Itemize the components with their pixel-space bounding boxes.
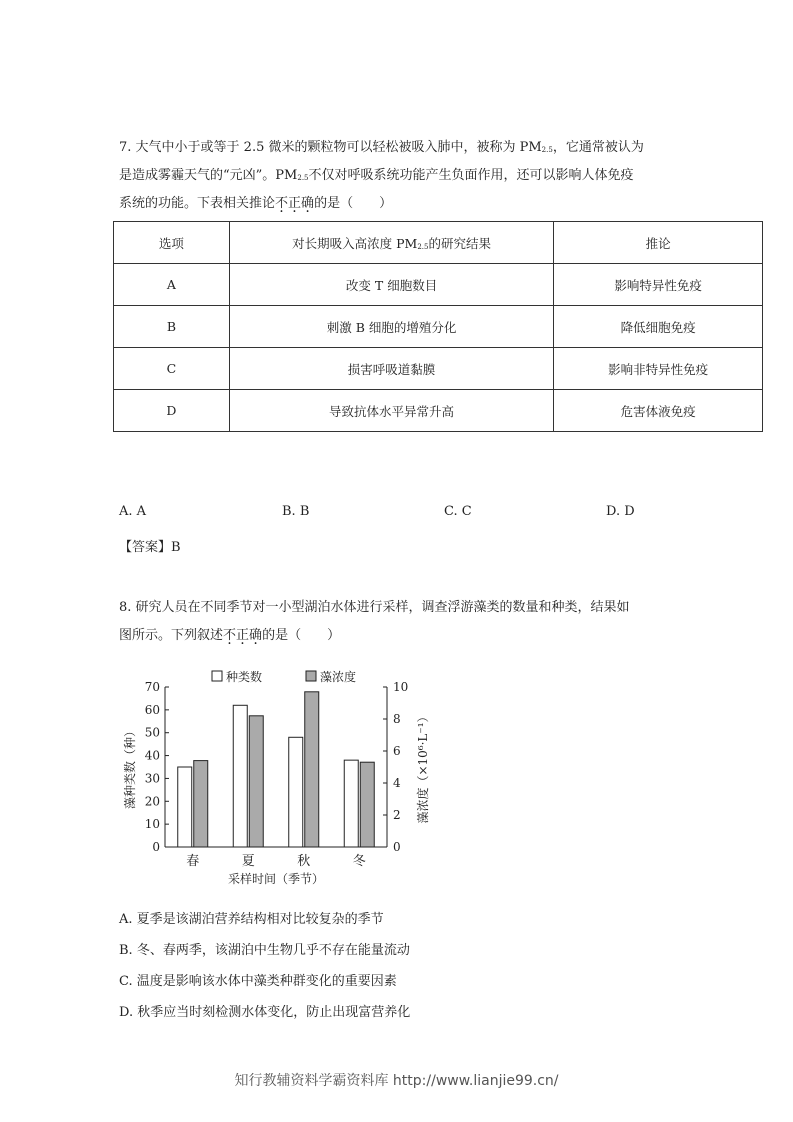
bar-algae-concentration — [249, 716, 263, 847]
q8-choice-a[interactable]: A. 夏季是该湖泊营养结构相对比较复杂的季节 — [119, 912, 384, 927]
bar-species-count — [233, 705, 247, 847]
header-inference: 推论 — [554, 222, 763, 264]
legend-swatch-species — [212, 671, 222, 681]
left-tick-label: 60 — [144, 702, 160, 717]
q7-line-3: 系统的功能。下表相关推论不正确的是（ ） — [119, 196, 393, 211]
left-tick-label: 30 — [144, 771, 160, 786]
left-tick-label: 40 — [144, 748, 160, 763]
table-header-row — [114, 222, 763, 264]
row-inference: 影响非特异性免疫 — [554, 348, 763, 390]
row-option: C — [114, 348, 230, 390]
bar-species-count — [344, 760, 358, 847]
right-tick-label: 8 — [393, 712, 401, 726]
bar-algae-concentration — [305, 692, 319, 847]
row-result: 导致抗体水平异常升高 — [229, 390, 554, 432]
right-tick-label: 10 — [393, 680, 409, 694]
legend-label-concentration: 藻浓度 — [320, 670, 357, 684]
row-inference: 影响特异性免疫 — [554, 264, 763, 306]
row-option: A — [114, 264, 230, 306]
q8-bar-chart — [120, 665, 430, 895]
right-tick-label: 4 — [393, 776, 401, 790]
left-tick-label: 70 — [144, 680, 160, 694]
right-tick-label: 2 — [393, 808, 401, 822]
x-tick-label: 冬 — [352, 854, 366, 869]
header-result: 对长期吸入高浓度 $PM_{2.5}$的研究结果 — [229, 222, 554, 264]
table-row — [114, 348, 763, 390]
x-axis-label: 采样时间（季节） — [227, 872, 325, 886]
q7-table — [113, 221, 763, 432]
q8-choice-b[interactable]: B. 冬、春两季，该湖泊中生物几乎不存在能量流动 — [119, 943, 410, 958]
y-axis-label-left: 藻种类数（种） — [123, 724, 137, 810]
q7-line-2: 是造成雾霾天气的“元凶”。$PM_{2.5}$不仅对呼吸系统功能产生负面作用，还可以影响人体免疫 — [119, 168, 634, 183]
q7-answer: 【答案】B — [119, 540, 181, 555]
legend-swatch-concentration — [306, 671, 316, 681]
q7-choice-d[interactable]: D. D — [606, 504, 635, 519]
bar-algae-concentration — [194, 761, 208, 847]
q7-choice-c[interactable]: C. C — [444, 504, 472, 519]
right-tick-label: 0 — [393, 840, 401, 854]
row-result: 刺激 B 细胞的增殖分化 — [229, 306, 554, 348]
header-option: 选项 — [114, 222, 230, 264]
table-row — [114, 306, 763, 348]
q8-line-2: 图所示。下列叙述不正确的是（ ） — [119, 628, 341, 643]
bar-algae-concentration — [360, 762, 374, 847]
bar-species-count — [178, 767, 192, 847]
row-inference: 危害体液免疫 — [554, 390, 763, 432]
left-tick-label: 20 — [144, 794, 160, 809]
x-tick-label: 夏 — [241, 854, 255, 869]
row-inference: 降低细胞免疫 — [554, 306, 763, 348]
table-row — [114, 264, 763, 306]
right-tick-label: 6 — [393, 744, 401, 758]
q7-choice-a[interactable]: A. A — [119, 504, 147, 519]
x-tick-label: 秋 — [297, 854, 311, 869]
legend-label-species: 种类数 — [226, 670, 263, 684]
left-tick-label: 10 — [144, 817, 160, 832]
left-tick-label: 50 — [144, 725, 160, 740]
row-result: 改变 T 细胞数目 — [229, 264, 554, 306]
footer-watermark: 知行教辅资料学霸资料库 http://www.lianjie99.cn/ — [234, 1073, 559, 1089]
y-axis-label-right: 藻浓度（×10⁶·L⁻¹） — [416, 710, 430, 824]
q8-line-1: 8. 研究人员在不同季节对一小型湖泊水体进行采样，调查浮游藻类的数量和种类，结果如 — [119, 600, 630, 615]
q8-choice-c[interactable]: C. 温度是影响该水体中藻类种群变化的重要因素 — [119, 974, 397, 989]
q7-line-1: 7. 大气中小于或等于 2.5 微米的颗粒物可以轻松被吸入肺中，被称为 $PM_{2.5}$，它通常被认为 — [119, 140, 644, 155]
bar-species-count — [289, 737, 303, 847]
q7-choice-b[interactable]: B. B — [282, 504, 310, 519]
left-tick-label: 0 — [152, 840, 160, 854]
x-tick-label: 春 — [186, 854, 200, 869]
row-option: D — [114, 390, 230, 432]
row-result: 损害呼吸道黏膜 — [229, 348, 554, 390]
q8-choice-d[interactable]: D. 秋季应当时刻检测水体变化，防止出现富营养化 — [119, 1005, 411, 1020]
table-row — [114, 390, 763, 432]
row-option: B — [114, 306, 230, 348]
